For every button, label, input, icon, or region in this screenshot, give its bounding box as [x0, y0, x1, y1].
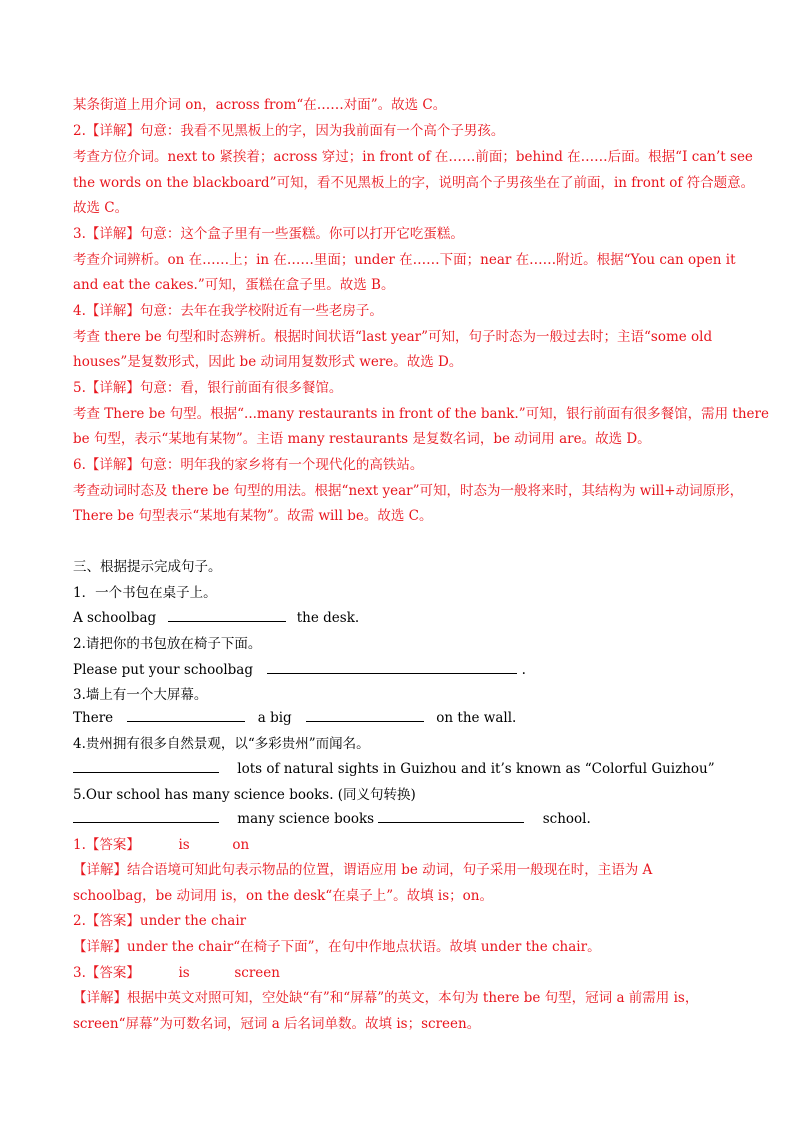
fill-blank[interactable]	[73, 760, 219, 773]
sentence-text: a big	[257, 710, 292, 726]
answer-label: 3.【答案】	[73, 965, 140, 981]
answer-label: 1.【答案】	[73, 837, 140, 853]
sentence-text: Please put your schoolbag	[73, 662, 253, 678]
answer-line: 3.【详解】句意：这个盒子里有一些蛋糕。你可以打开它吃蛋糕。	[73, 226, 464, 242]
answer-line: 考查动词时态及 there be 句型的用法。根据“next year”可知，时态为一般将来时，其结构为 will+动词原形，	[73, 483, 744, 499]
answer-line: 6.【详解】句意：明年我的家乡将有一个现代化的高铁站。	[73, 457, 424, 473]
sentence-text: .	[521, 662, 526, 678]
sentence-text: on the wall.	[436, 710, 517, 726]
answer-line: 2.【详解】句意：我看不见黑板上的字，因为我前面有一个高个子男孩。	[73, 123, 505, 139]
answer-line: 考查介词辨析。on 在……上；in 在……里面；under 在……下面；near 在……附近。根据“You can open it	[73, 252, 736, 268]
answer-detail: 【详解】根据中英文对照可知，空处缺“有”和“屏幕”的英文，本句为 there be 句型，冠词 a 前需用 is，	[73, 990, 699, 1006]
answer-word: is	[178, 837, 190, 853]
answer-line: 5.【详解】句意：看，银行前面有很多餐馆。	[73, 380, 343, 396]
answer-detail: 【详解】under the chair“在椅子下面”，在句中作地点状语。故填 under the chair。	[73, 939, 601, 955]
sentence-text: A schoolbag	[73, 610, 157, 626]
answer-line: 考查 There be 句型。根据“...many restaurants in front of the bank.”可知，银行前面有很多餐馆，需用 there	[73, 406, 769, 422]
fill-blank[interactable]	[306, 709, 424, 722]
question-1-sentence	[73, 609, 359, 627]
section-heading: 三、根据提示完成句子。	[73, 559, 222, 575]
question-1-chinese: 1．一个书包在桌子上。	[73, 585, 217, 601]
sentence-text: lots of natural sights in Guizhou and it’s known as “Colorful Guizhou”	[237, 761, 715, 777]
sentence-text: There	[73, 710, 114, 726]
answer-line: be 句型，表示“某地有某物”。主语 many restaurants 是复数名词，be 动词用 are。故选 D。	[73, 431, 651, 447]
fill-blank[interactable]	[168, 609, 286, 622]
answer-detail: screen“屏幕”为可数名词，冠词 a 后名词单数。故填 is；screen。	[73, 1016, 481, 1032]
question-3-sentence	[73, 709, 516, 727]
answer-line: 某条街道上用介词 on，across from“在……对面”。故选 C。	[73, 97, 447, 113]
answer-line: 考查 there be 句型和时态辨析。根据时间状语“last year”可知，句子时态为一般过去时；主语“some old	[73, 329, 713, 345]
question-5-sentence	[73, 810, 591, 828]
answer-line: 故选 C。	[73, 200, 129, 216]
answer-detail: 【详解】结合语境可知此句表示物品的位置，谓语应用 be 动词，句子采用一般现在时，主语为 A	[73, 862, 653, 878]
fill-blank[interactable]	[127, 709, 245, 722]
answer-line: houses”是复数形式，因此 be 动词用复数形式 were。故选 D。	[73, 354, 463, 370]
sentence-text: the desk.	[296, 610, 360, 626]
fill-blank[interactable]	[378, 810, 524, 823]
fill-blank[interactable]	[73, 810, 219, 823]
answer-line: and eat the cakes.”可知，蛋糕在盒子里。故选 B。	[73, 277, 395, 293]
answer-word: screen	[234, 965, 280, 981]
answer-word: is	[178, 965, 190, 981]
question-3-chinese: 3.墙上有一个大屏幕。	[73, 687, 208, 703]
question-2-sentence	[73, 661, 526, 679]
answer-detail: schoolbag，be 动词用 is，on the desk“在桌子上”。故填 is；on。	[73, 888, 493, 904]
answer-1	[73, 836, 249, 854]
answer-line: the words on the blackboard”可知，看不见黑板上的字，说明高个子男孩坐在了前面，in front of 符合题意。	[73, 175, 755, 191]
sentence-text: school.	[542, 811, 591, 827]
question-4-sentence	[73, 760, 715, 778]
answer-line: 考查方位介词。next to 紧挨着；across 穿过；in front of 在……前面；behind 在……后面。根据“I can’t see	[73, 149, 753, 165]
sentence-text: many science books	[237, 811, 375, 827]
answer-3	[73, 964, 280, 982]
question-5-english: 5.Our school has many science books. (同义句转换)	[73, 787, 416, 803]
question-2-chinese: 2.请把你的书包放在椅子下面。	[73, 636, 262, 652]
answer-word: on	[232, 837, 250, 853]
answer-line: 4.【详解】句意：去年在我学校附近有一些老房子。	[73, 303, 383, 319]
question-4-chinese: 4.贵州拥有很多自然景观，以“多彩贵州”而闻名。	[73, 736, 370, 752]
answer-2: 2.【答案】under the chair	[73, 913, 247, 929]
fill-blank[interactable]	[267, 661, 517, 674]
answer-line: There be 句型表示“某地有某物”。故需 will be。故选 C。	[73, 508, 433, 524]
